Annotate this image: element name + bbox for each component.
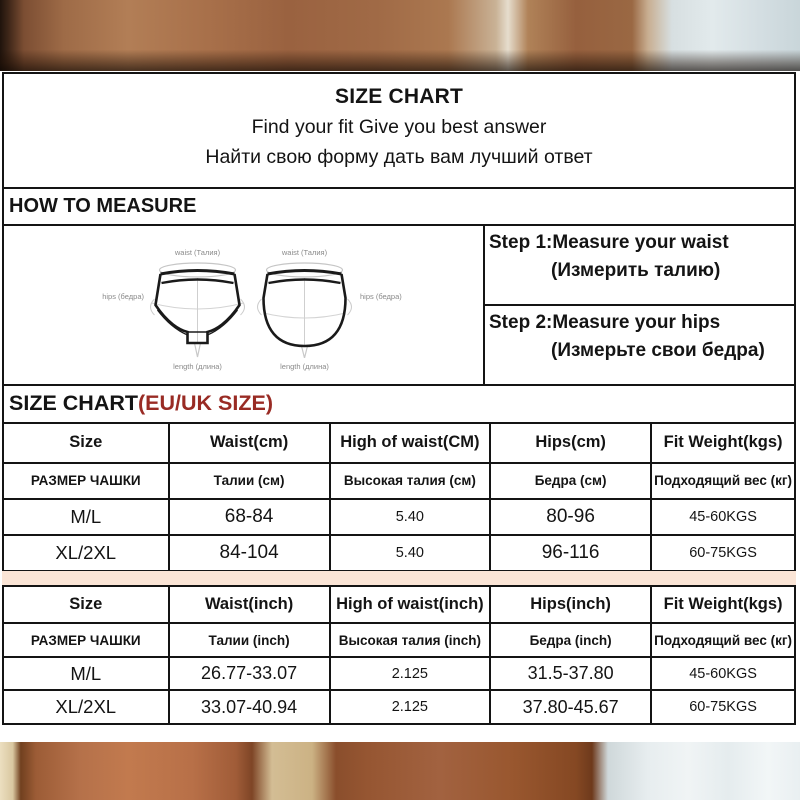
col-header: Fit Weight(kgs) xyxy=(650,587,794,622)
waist-value: 68-84 xyxy=(168,498,329,534)
weight-value: 45-60KGS xyxy=(650,498,794,534)
size-value: XL/2XL xyxy=(4,534,168,570)
step-1-text-ru: (Измерить талию) xyxy=(551,259,721,281)
col-header: Hips(cm) xyxy=(489,424,650,462)
hips-label-back: hips (бедра) xyxy=(360,292,402,301)
col-subheader: Бедра (inch) xyxy=(489,622,650,656)
col-header: Hips(inch) xyxy=(489,587,650,622)
hips-value: 37.80-45.67 xyxy=(489,689,650,723)
col-subheader: Высокая талия (inch) xyxy=(329,622,489,656)
product-photo-bottom xyxy=(0,742,800,800)
high-waist-value: 5.40 xyxy=(329,534,489,570)
size-chart-heading-black: SIZE CHART xyxy=(9,391,138,415)
hips-value: 31.5-37.80 xyxy=(489,656,650,690)
title-banner xyxy=(2,72,796,189)
weight-value: 60-75KGS xyxy=(650,689,794,723)
size-chart-heading xyxy=(2,384,796,424)
step-2-text-ru: (Измерьте свои бедра) xyxy=(551,339,765,361)
size-value: M/L xyxy=(4,498,168,534)
step-1 xyxy=(485,226,794,306)
col-header: Size xyxy=(69,433,103,452)
col-header: Fit Weight(kgs) xyxy=(650,424,794,462)
hips-value: 96-116 xyxy=(489,534,650,570)
col-subheader: Подходящий вес (кг) xyxy=(650,462,794,498)
step-1-text-en: Step 1:Measure your waist xyxy=(489,232,729,253)
pink-separator xyxy=(2,571,796,586)
high-waist-value: 2.125 xyxy=(329,656,489,690)
col-subheader: Талии (inch) xyxy=(168,622,329,656)
waist-label-back: waist (Талия) xyxy=(281,248,328,257)
col-subheader: Подходящий вес (кг) xyxy=(650,622,794,656)
length-label-front: length (длина) xyxy=(173,362,222,371)
size-value: M/L xyxy=(4,656,168,690)
col-header: Size xyxy=(69,595,103,614)
size-table-inch xyxy=(2,585,796,725)
waist-value: 84-104 xyxy=(168,534,329,570)
how-to-measure-heading: HOW TO MEASURE xyxy=(2,187,796,226)
weight-value: 60-75KGS xyxy=(650,534,794,570)
col-subheader: Талии (см) xyxy=(168,462,329,498)
product-photo-top xyxy=(0,0,800,71)
high-waist-value: 5.40 xyxy=(329,498,489,534)
waist-label-front: waist (Талия) xyxy=(174,248,221,257)
subtitle-en: Find your fit Give you best answer xyxy=(251,116,547,138)
hips-value: 80-96 xyxy=(489,498,650,534)
waist-value: 26.77-33.07 xyxy=(168,656,329,690)
step-2-text-en: Step 2:Measure your hips xyxy=(489,312,721,333)
col-subheader: РАЗМЕР ЧАШКИ xyxy=(4,462,168,498)
hips-label-front: hips (бедра) xyxy=(102,292,144,301)
size-table-cm xyxy=(2,422,796,572)
weight-value: 45-60KGS xyxy=(650,656,794,690)
size-chart-heading-red: (EU/UK SIZE) xyxy=(138,391,273,415)
panty-front-diagram xyxy=(145,258,250,358)
col-header: High of waist(CM) xyxy=(329,424,489,462)
step-2 xyxy=(485,306,794,384)
col-header: High of waist(inch) xyxy=(329,587,489,622)
col-header: Waist(cm) xyxy=(168,424,329,462)
panty-back-diagram xyxy=(252,258,357,358)
high-waist-value: 2.125 xyxy=(329,689,489,723)
size-value: XL/2XL xyxy=(4,689,168,723)
col-subheader: Бедра (см) xyxy=(489,462,650,498)
col-subheader: Высокая талия (см) xyxy=(329,462,489,498)
measure-section xyxy=(2,224,796,386)
length-label-back: length (длина) xyxy=(280,362,329,371)
subtitle-ru: Найти свою форму дать вам лучший ответ xyxy=(205,146,593,168)
measure-steps xyxy=(483,226,794,384)
page-title: SIZE CHART xyxy=(335,85,463,108)
waist-value: 33.07-40.94 xyxy=(168,689,329,723)
col-subheader: РАЗМЕР ЧАШКИ xyxy=(4,622,168,656)
col-header: Waist(inch) xyxy=(168,587,329,622)
